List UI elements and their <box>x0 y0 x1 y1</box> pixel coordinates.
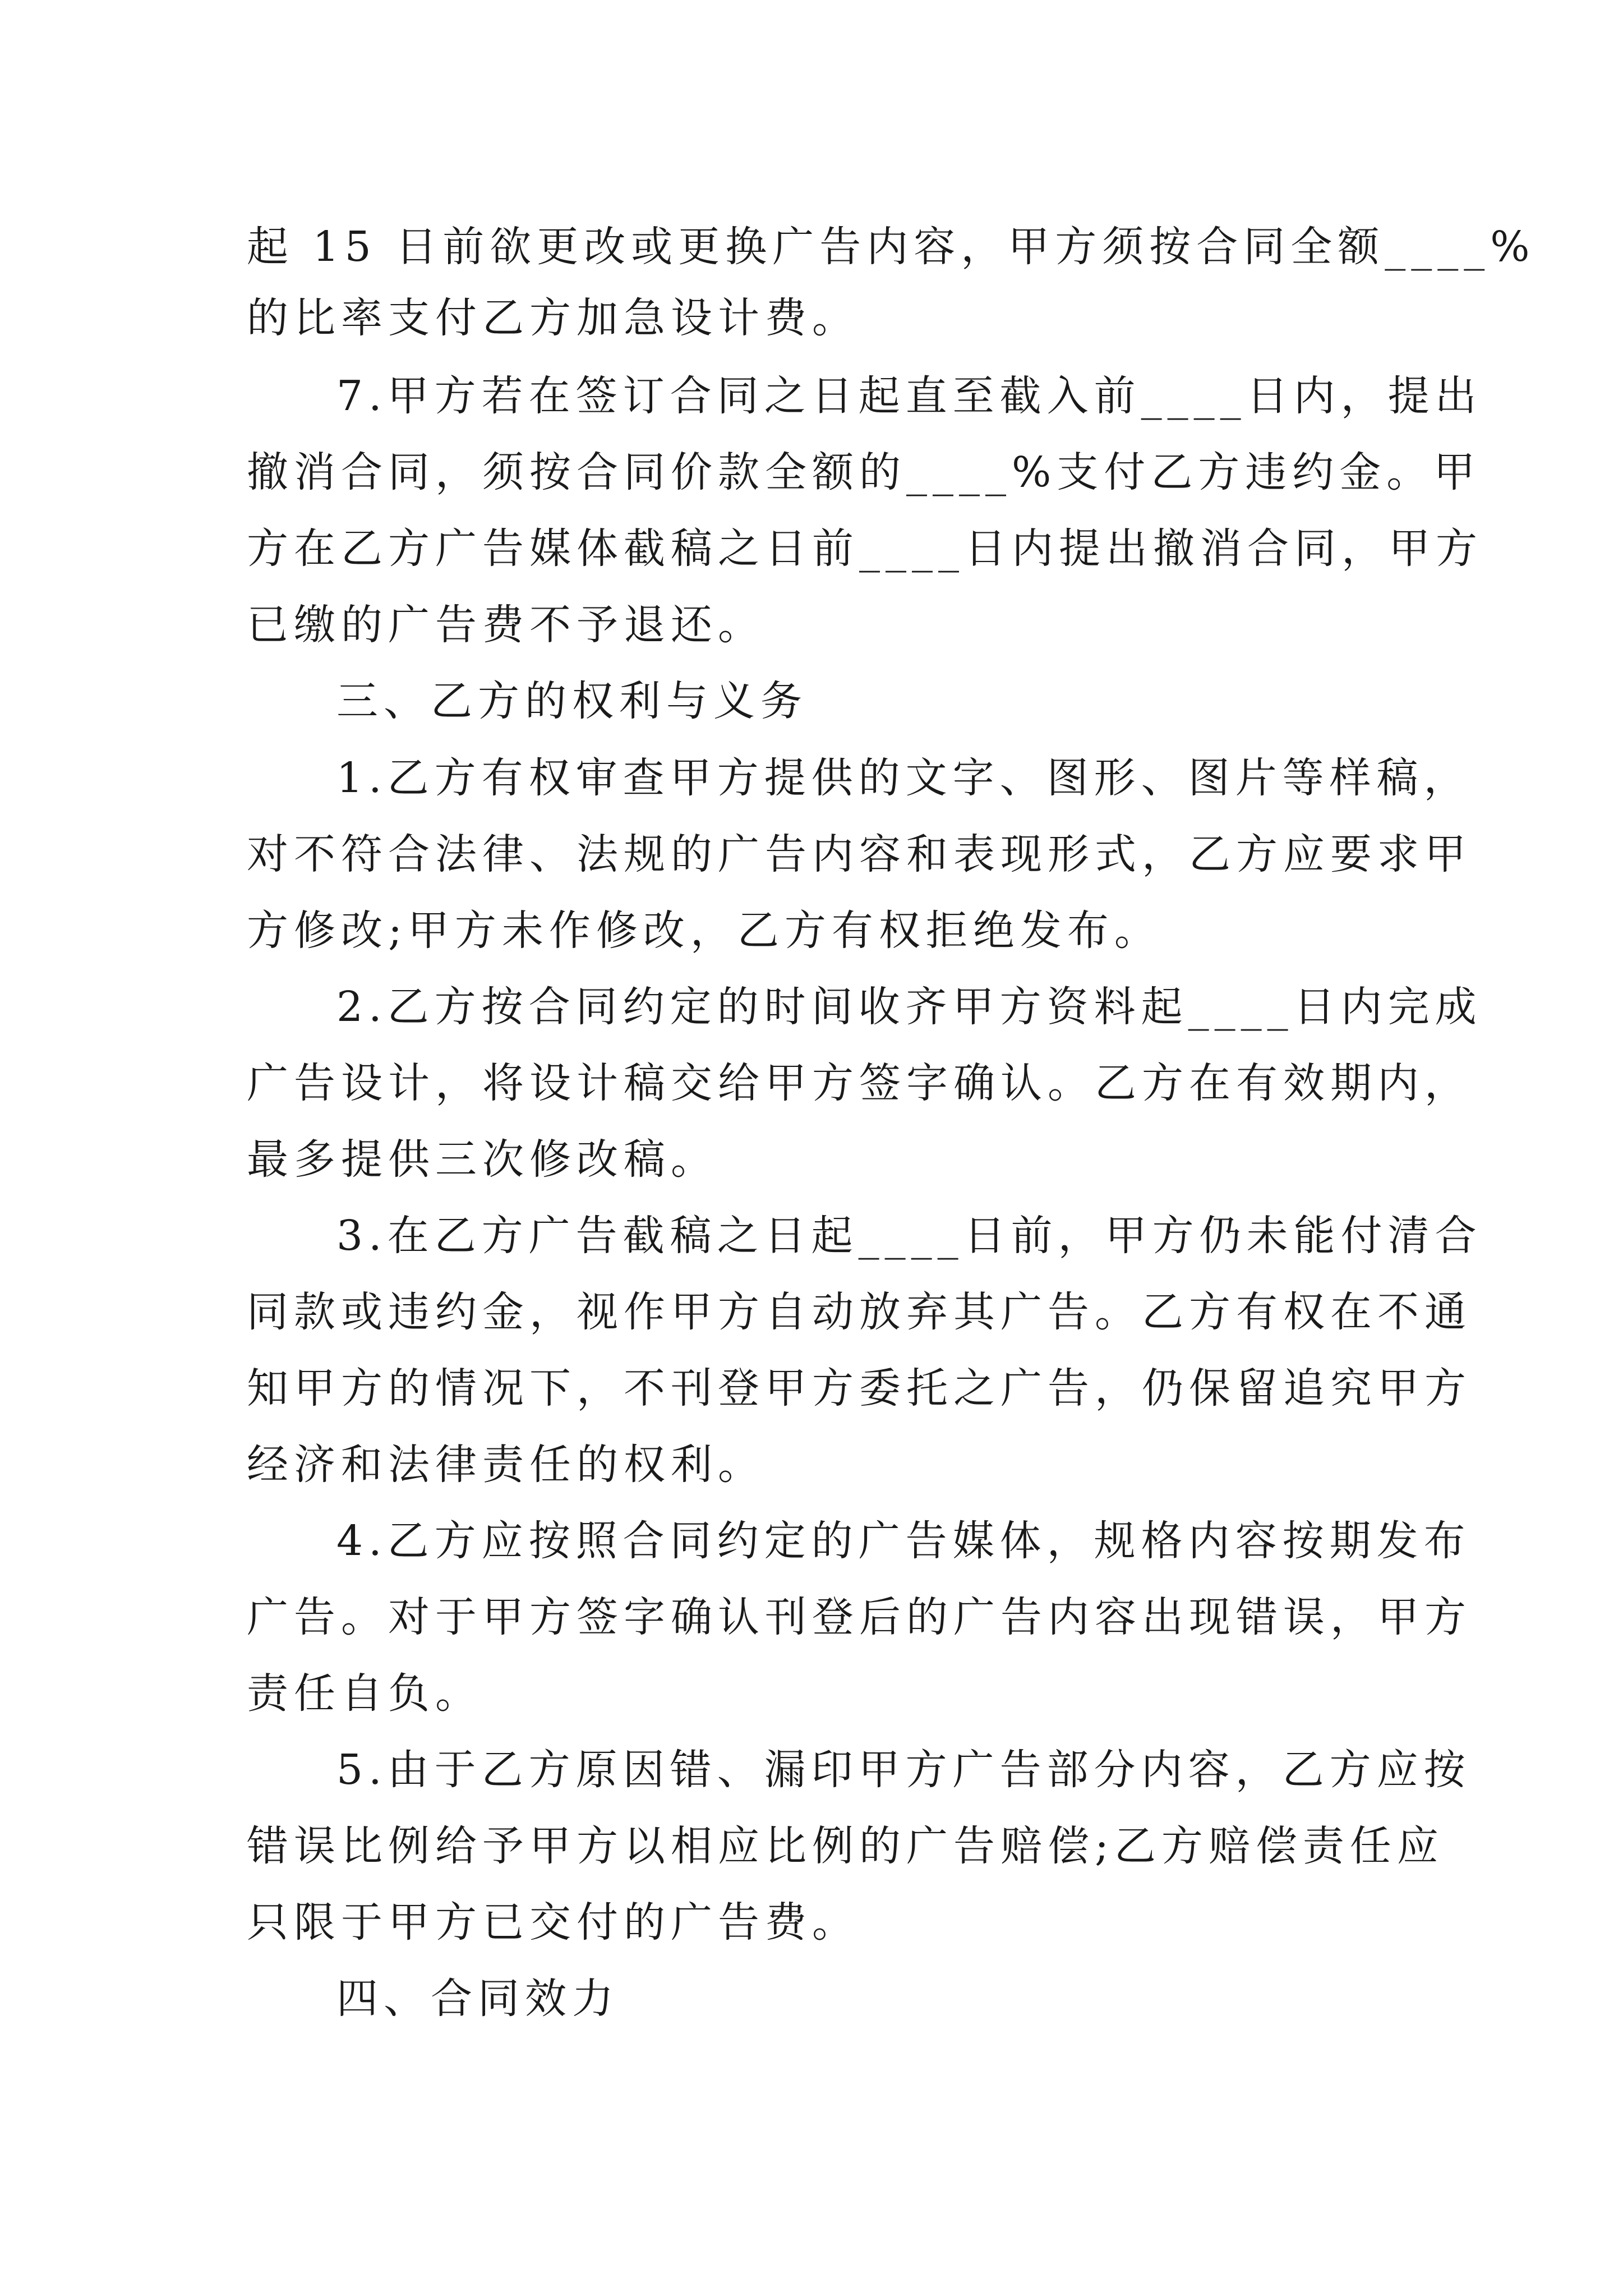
paragraph-line: 责任自负。 <box>247 1669 482 1718</box>
paragraph-line: 1.乙方有权审查甲方提供的文字、图形、图片等样稿， <box>336 754 1471 802</box>
paragraph-line: 方修改;甲方未作修改，乙方有权拒绝发布。 <box>247 907 1161 955</box>
paragraph-line: 最多提供三次修改稿。 <box>247 1135 718 1184</box>
paragraph-line: 广告设计，将设计稿交给甲方签字确认。乙方在有效期内， <box>247 1059 1472 1107</box>
paragraph-line: 方在乙方广告媒体截稿之日前____日内提出撤消合同，甲方 <box>247 524 1483 573</box>
paragraph-line: 经济和法律责任的权利。 <box>247 1441 765 1489</box>
paragraph-line: 2.乙方按合同约定的时间收齐甲方资料起____日内完成 <box>336 983 1482 1031</box>
paragraph-line: 撤消合同，须按合同价款全额的____%支付乙方违约金。甲 <box>247 448 1481 496</box>
paragraph-line: 错误比例给予甲方以相应比例的广告赔偿;乙方赔偿责任应 <box>247 1822 1444 1870</box>
paragraph-line: 起 15 日前欲更改或更换广告内容，甲方须按合同全额____% <box>247 223 1536 271</box>
paragraph-line: 对不符合法律、法规的广告内容和表现形式，乙方应要求甲 <box>247 830 1472 878</box>
paragraph-line: 7.甲方若在签订合同之日起直至截入前____日内，提出 <box>336 372 1482 420</box>
section-heading: 四、合同效力 <box>336 1975 619 2023</box>
paragraph-line: 3.在乙方广告截稿之日起____日前，甲方仍未能付清合 <box>336 1212 1482 1260</box>
paragraph-line: 知甲方的情况下，不刊登甲方委托之广告，仍保留追究甲方 <box>247 1364 1472 1412</box>
paragraph-line: 广告。对于甲方签字确认刊登后的广告内容出现错误，甲方 <box>247 1593 1472 1641</box>
paragraph-line: 已缴的广告费不予退还。 <box>247 601 765 649</box>
paragraph-line: 5.由于乙方原因错、漏印甲方广告部分内容，乙方应按 <box>336 1746 1471 1794</box>
paragraph-line: 4.乙方应按照合同约定的广告媒体，规格内容按期发布 <box>336 1517 1471 1565</box>
section-heading: 三、乙方的权利与义务 <box>336 677 808 725</box>
paragraph-line: 的比率支付乙方加急设计费。 <box>247 294 859 342</box>
paragraph-line: 只限于甲方已交付的广告费。 <box>247 1898 859 1947</box>
paragraph-line: 同款或违约金，视作甲方自动放弃其广告。乙方有权在不通 <box>247 1288 1472 1336</box>
